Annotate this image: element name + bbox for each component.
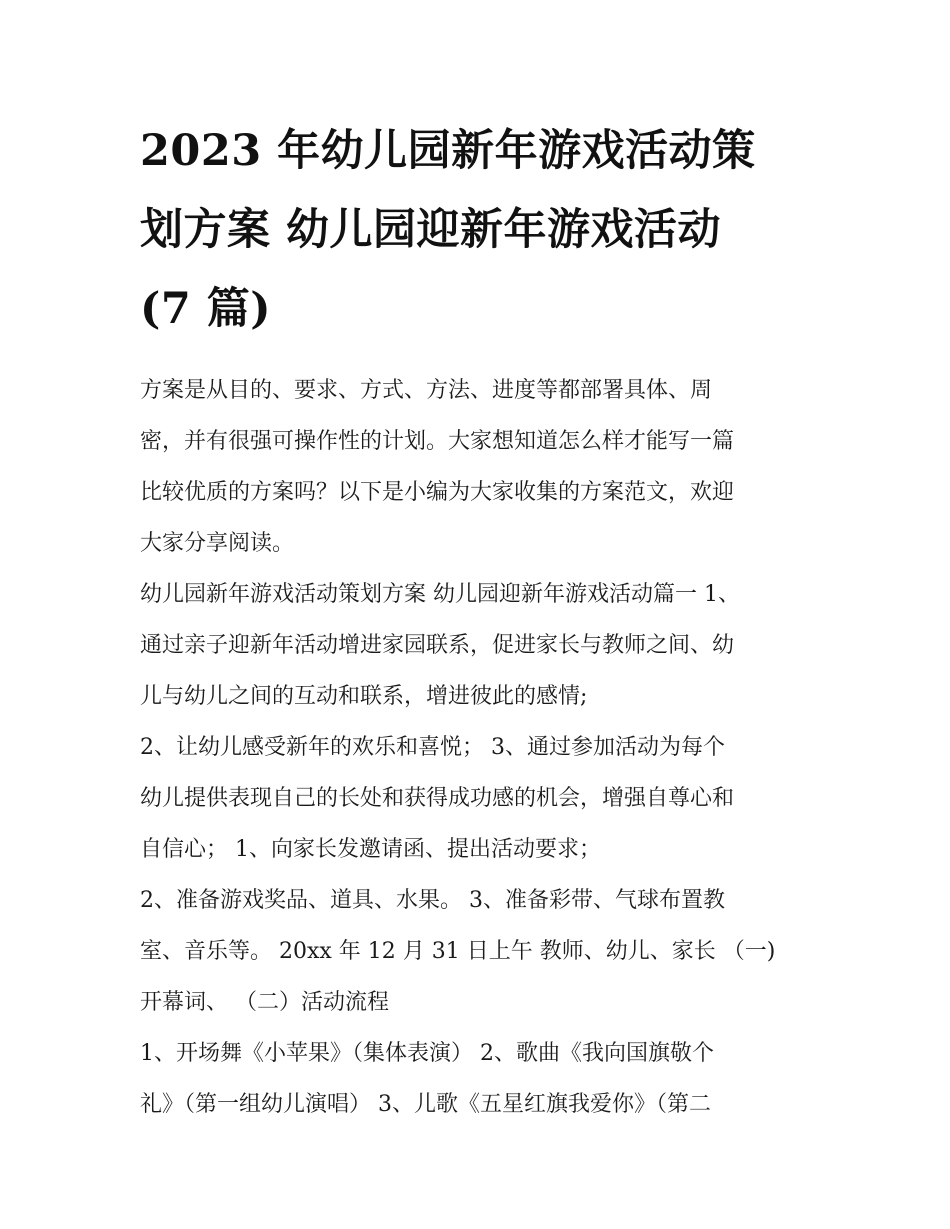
text-line: 2、准备游戏奖品、道具、水果。 3、准备彩带、气球布置教: [140, 888, 725, 913]
title-line: 2023 年幼儿园新年游戏活动策: [140, 126, 756, 176]
text-line: 幼儿提供表现自己的长处和获得成功感的机会，增强自尊心和: [140, 786, 735, 811]
text-line: 礼》（第一组幼儿演唱） 3、儿歌《五星红旗我爱你》（第二: [140, 1092, 711, 1117]
text-line: 方案是从目的、要求、方式、方法、进度等都部署具体、周: [140, 378, 713, 403]
document-title: [140, 112, 815, 349]
document-body: [140, 365, 815, 1130]
text-line: 2、让幼儿感受新年的欢乐和喜悦； 3、通过参加活动为每个: [140, 735, 725, 760]
text-line: 开幕词、 （二）活动流程: [140, 990, 389, 1015]
text-line: 1、开场舞《小苹果》（集体表演） 2、歌曲《我向国旗敬个: [140, 1041, 714, 1066]
text-line: 通过亲子迎新年活动增进家园联系，促进家长与教师之间、幼: [140, 633, 735, 658]
body-paragraph: [140, 569, 815, 722]
body-paragraph: [140, 1028, 815, 1130]
text-line: 大家分享阅读。: [140, 531, 295, 556]
intro-paragraph: [140, 365, 815, 569]
title-line: (7 篇): [140, 284, 272, 334]
text-line: 幼儿园新年游戏活动策划方案 幼儿园迎新年游戏活动篇一 1、: [140, 582, 740, 607]
body-paragraph: [140, 875, 815, 1028]
body-paragraph: [140, 722, 815, 875]
text-line: 自信心； 1、向家长发邀请函、提出活动要求；: [140, 837, 601, 862]
title-line: 划方案 幼儿园迎新年游戏活动: [140, 205, 721, 255]
text-line: 比较优质的方案吗？以下是小编为大家收集的方案范文，欢迎: [140, 480, 735, 505]
text-line: 室、音乐等。 20xx 年 12 月 31 日上午 教师、幼儿、家长 （一): [140, 939, 776, 964]
text-line: 儿与幼儿之间的互动和联系，增进彼此的感情;: [140, 684, 588, 709]
text-line: 密，并有很强可操作性的计划。大家想知道怎么样才能写一篇: [140, 429, 735, 454]
document-content: [140, 112, 815, 1130]
